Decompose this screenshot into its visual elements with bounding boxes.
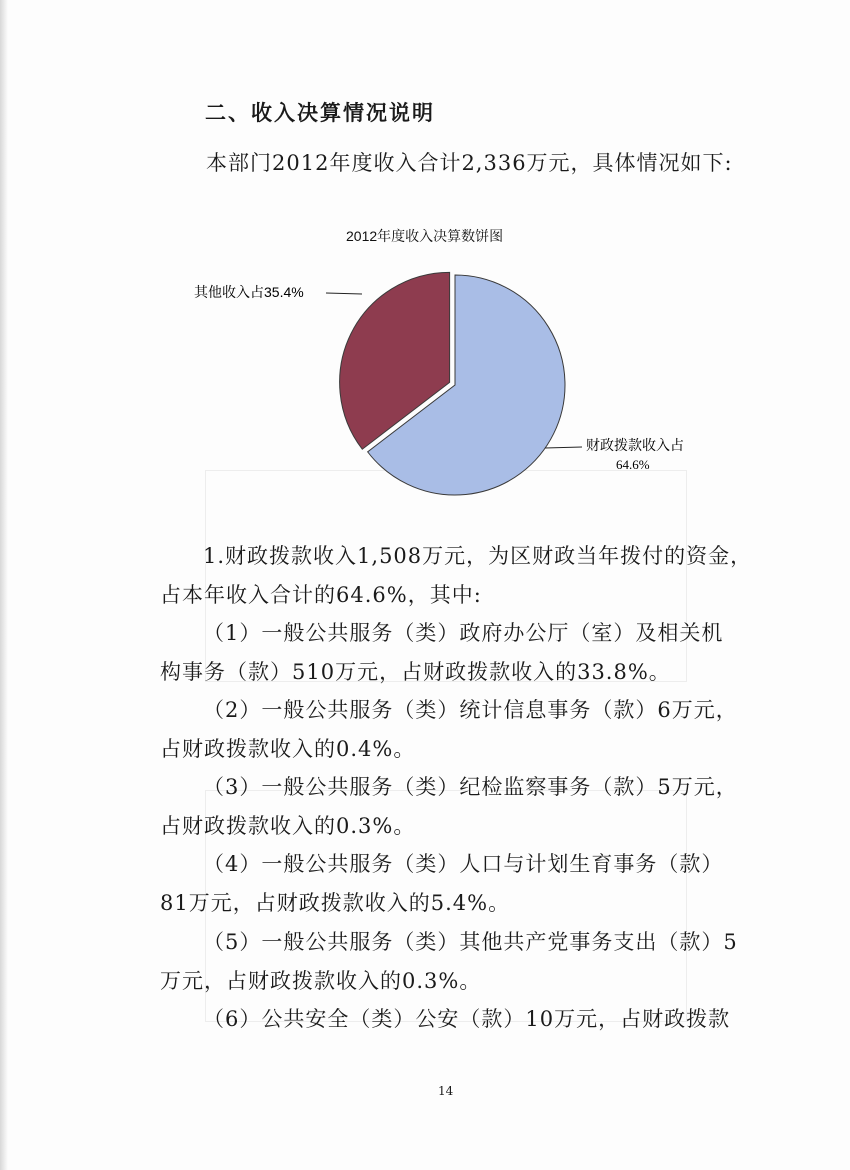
paragraph-6-line-2: 万元，占财政拨款收入的0.3%。 [160, 968, 482, 993]
slice-label-2: 其他收入占35.4% [194, 284, 304, 300]
section-heading: 二、收入决算情况说明 [205, 100, 435, 125]
pie-slices [340, 272, 565, 495]
paragraph-3-line-1: （2）一般公共服务（类）统计信息事务（款）6万元， [203, 698, 738, 722]
paragraph-3-line-2: 占财政拨款收入的0.4%。 [160, 736, 416, 761]
chart-title: 2012年度收入决算数饼图 [346, 228, 504, 244]
income-pie-chart [150, 210, 750, 510]
paragraph-4-line-2: 占财政拨款收入的0.3%。 [160, 813, 416, 838]
intro-paragraph: 本部门2012年度收入合计2,336万元，具体情况如下: [206, 151, 733, 175]
slice-label-1: 财政拨款收入占 [586, 437, 684, 453]
label-leader-line-2 [326, 293, 362, 294]
paragraph-7-line-1: （6）公共安全（类）公安（款）10万元，占财政拨款 [203, 1007, 731, 1031]
paragraph-4-line-1: （3）一般公共服务（类）纪检监察事务（款）5万元， [203, 775, 738, 799]
paragraph-2-line-2: 构事务（款）510万元，占财政拨款收入的33.8%。 [160, 659, 671, 684]
page-number: 14 [438, 1084, 454, 1098]
page-edge-shadow [0, 0, 8, 1170]
paragraph-5-line-2: 81万元，占财政拨款收入的5.4%。 [160, 890, 511, 915]
paragraph-1-line-1: 1.财政拨款收入1,508万元，为区财政当年拨付的资金， [203, 544, 753, 568]
label-leader-line-1 [545, 447, 582, 448]
paragraph-1-line-2: 占本年收入合计的64.6%，其中: [160, 582, 482, 607]
paragraph-5-line-1: （4）一般公共服务（类）人口与计划生育事务（款） [203, 852, 724, 876]
slice-value-label-1: 64.6% [616, 457, 650, 472]
paragraph-6-line-1: （5）一般公共服务（类）其他共产党事务支出（款）5 [203, 930, 738, 954]
paragraph-2-line-1: （1）一般公共服务（类）政府办公厅（室）及相关机 [203, 621, 724, 645]
